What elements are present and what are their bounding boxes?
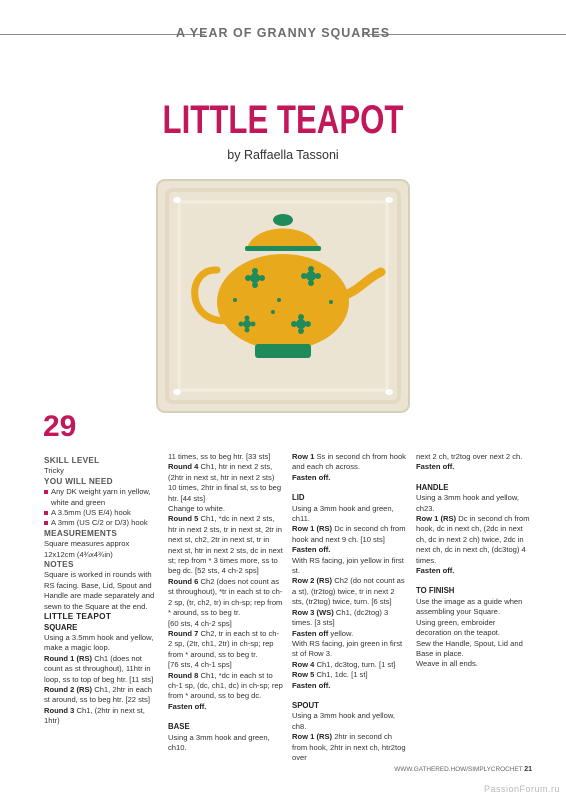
round-1: Round 1 (RS) Ch1 (does not count as st throughout), 11htr in loop, ss to top of beg htr. [11 sts] (44, 653, 154, 684)
lid-heading: LID (292, 493, 305, 503)
measurements-text: Square measures approx 12x12cm (4¾x4¾in) (44, 539, 130, 559)
finish-step: Sew the Handle, Spout, Lid and Base in place. (416, 638, 523, 658)
header-banner (0, 0, 566, 60)
round-6: Round 6 Ch2 (does not count as st throughout), *tr in each st to ch-2 sp, (tr, ch2, tr) in ch-sp; rep from * around, ss to beg tr. (168, 576, 283, 618)
column-2 (168, 452, 283, 753)
watermark: PassionForum.ru (483, 784, 560, 794)
round-4-note: Change to white. (168, 504, 225, 514)
base-heading: BASE (168, 722, 190, 732)
round-6-count: [60 sts, 4 ch-2 sps] (168, 618, 232, 628)
spout-row-1-cont: next 2 ch, tr2tog over next 2 ch. (416, 452, 523, 461)
finish-step: Use the image as a guide when assembling your Square. (416, 596, 523, 617)
page-title: LITTLE TEAPOT (162, 98, 404, 142)
materials-item: A 3.5mm (US E/4) hook (44, 508, 159, 518)
handle-text: Using a 3mm hook and yellow, ch23. (416, 493, 519, 513)
finish-step: Using green, embroider decoration on the teapot. (416, 617, 501, 638)
footer-url[interactable]: WWW.GATHERED.HOW/SIMPLYCROCHET (394, 766, 523, 773)
round-3: Round 3 Ch1, (2htr in next st, 1htr) (44, 705, 145, 726)
spout-text: Using a 3mm hook and yellow, ch8. (292, 711, 395, 731)
lid-join: With RS facing, join yellow in first st. (292, 555, 404, 576)
fasten-off: Fasten off. (292, 472, 331, 482)
round-7: Round 7 Ch2, tr in each st to ch-2 sp, (2tr, ch1, 2tr) in ch-sp; rep from * around, ss to beg tr. (168, 628, 279, 659)
fasten-off: Fasten off. (416, 462, 455, 472)
page-footer (394, 766, 532, 773)
handle-heading: HANDLE (416, 482, 449, 492)
lid-row-4: Row 4 Ch1, dc3tog, turn. [1 st] (292, 659, 396, 669)
fasten-off-yellow: Fasten off yellow. (292, 628, 354, 638)
round-7-count: [76 sts, 4 ch-1 sps] (168, 660, 232, 670)
pattern-heading: LITTLE TEAPOT (44, 612, 112, 622)
materials-item: A 3mm (US C/2 or D/3) hook (44, 518, 159, 528)
measurements-heading: MEASUREMENTS (44, 528, 118, 538)
lid-row-2: Row 2 (RS) Ch2 (do not count as a st), (tr2tog) twice, tr in next 2 sts, (tr2tog) twice, turn. [6 sts] (292, 576, 405, 607)
round-4: Round 4 Ch1, htr in next 2 sts, (2htr in next st, htr in next 2 sts) 10 times, 2htr in final st, ss to beg htr. [44 sts] (168, 462, 282, 503)
round-8: Round 8 Ch1, *dc in each st to ch-1 sp, (dc, ch1, dc) in ch-sp; rep from * around, ss to beg dc. (168, 670, 283, 701)
spout-heading: SPOUT (292, 700, 319, 710)
fasten-off: Fasten off. (292, 680, 331, 690)
handle-row-1: Row 1 (RS) Dc in second ch from hook, dc in next ch, (2dc in next ch, dc in next 2 ch) twice, 2dc in next ch, dc in next ch, (dc3tog) 4 times. (416, 514, 530, 565)
finish-heading: TO FINISH (416, 586, 455, 596)
notes-heading: NOTES (44, 560, 74, 570)
column-3 (292, 452, 407, 763)
fasten-off: Fasten off. (416, 566, 455, 576)
lid-row-5: Row 5 Ch1, 1dc. [1 st] (292, 670, 368, 680)
skill-heading: SKILL LEVEL (44, 456, 100, 465)
section-title: A YEAR OF GRANNY SQUARES (175, 26, 391, 40)
lid-row-1: Row 1 (RS) Dc in second ch from hook and next 9 ch. [10 sts] (292, 524, 406, 544)
spout-row-1: Row 1 (RS) 2htr in second ch from hook, 2htr in next ch, htr2tog over (292, 732, 406, 762)
round-2: Round 2 (RS) Ch1, 2htr in each st around, ss to beg htr. [22 sts] (44, 684, 153, 705)
byline: by Raffaella Tassoni (227, 148, 339, 162)
base-text: Using a 3mm hook and green, ch10. (168, 732, 270, 752)
column-1 (44, 456, 159, 727)
notes-text: Square is worked in rounds with RS facing. Base, Lid, Spout and Handle are made separately and sewn to the Square at the end. (44, 570, 155, 611)
materials-item: Any DK weight yarn in yellow, white and green (44, 487, 159, 508)
teapot-square-photo (155, 178, 411, 414)
round-5: Round 5 Ch1, *dc in next 2 sts, htr in next 2 sts, tr in next st, 2tr in next st, ch2, 2tr in next st, tr in next st, htr in next 2 sts, dc in next st; rep from * 3 times more, ss to beg dc. [52 sts, 4 ch-2 sps] (168, 514, 283, 576)
skill-level: Tricky (44, 466, 64, 476)
base-row-1: Row 1 Ss in second ch from hook and each ch across. (292, 452, 406, 472)
square-heading: SQUARE (44, 622, 78, 632)
lid-join-green: With RS facing, join green in first st of Row 3. (292, 638, 403, 659)
column-4 (416, 452, 531, 670)
page-number: 21 (524, 766, 532, 773)
square-intro: Using a 3.5mm hook and yellow, make a magic loop. (44, 632, 154, 653)
bullet-icon (44, 511, 48, 515)
materials-heading: YOU WILL NEED (44, 476, 113, 486)
round-3-cont: 11 times, ss to beg htr. [33 sts] (168, 452, 271, 461)
fasten-off: Fasten off. (292, 545, 331, 555)
lid-text: Using a 3mm hook and green, ch11. (292, 503, 394, 524)
pattern-number: 29 (43, 410, 77, 443)
bullet-icon (44, 490, 48, 494)
fasten-off: Fasten off. (168, 701, 207, 711)
finish-step: Weave in all ends. (416, 659, 478, 669)
bullet-icon (44, 521, 48, 525)
lid-row-3: Row 3 (WS) Ch1, (dc2tog) 3 times. [3 sts] (292, 607, 389, 628)
